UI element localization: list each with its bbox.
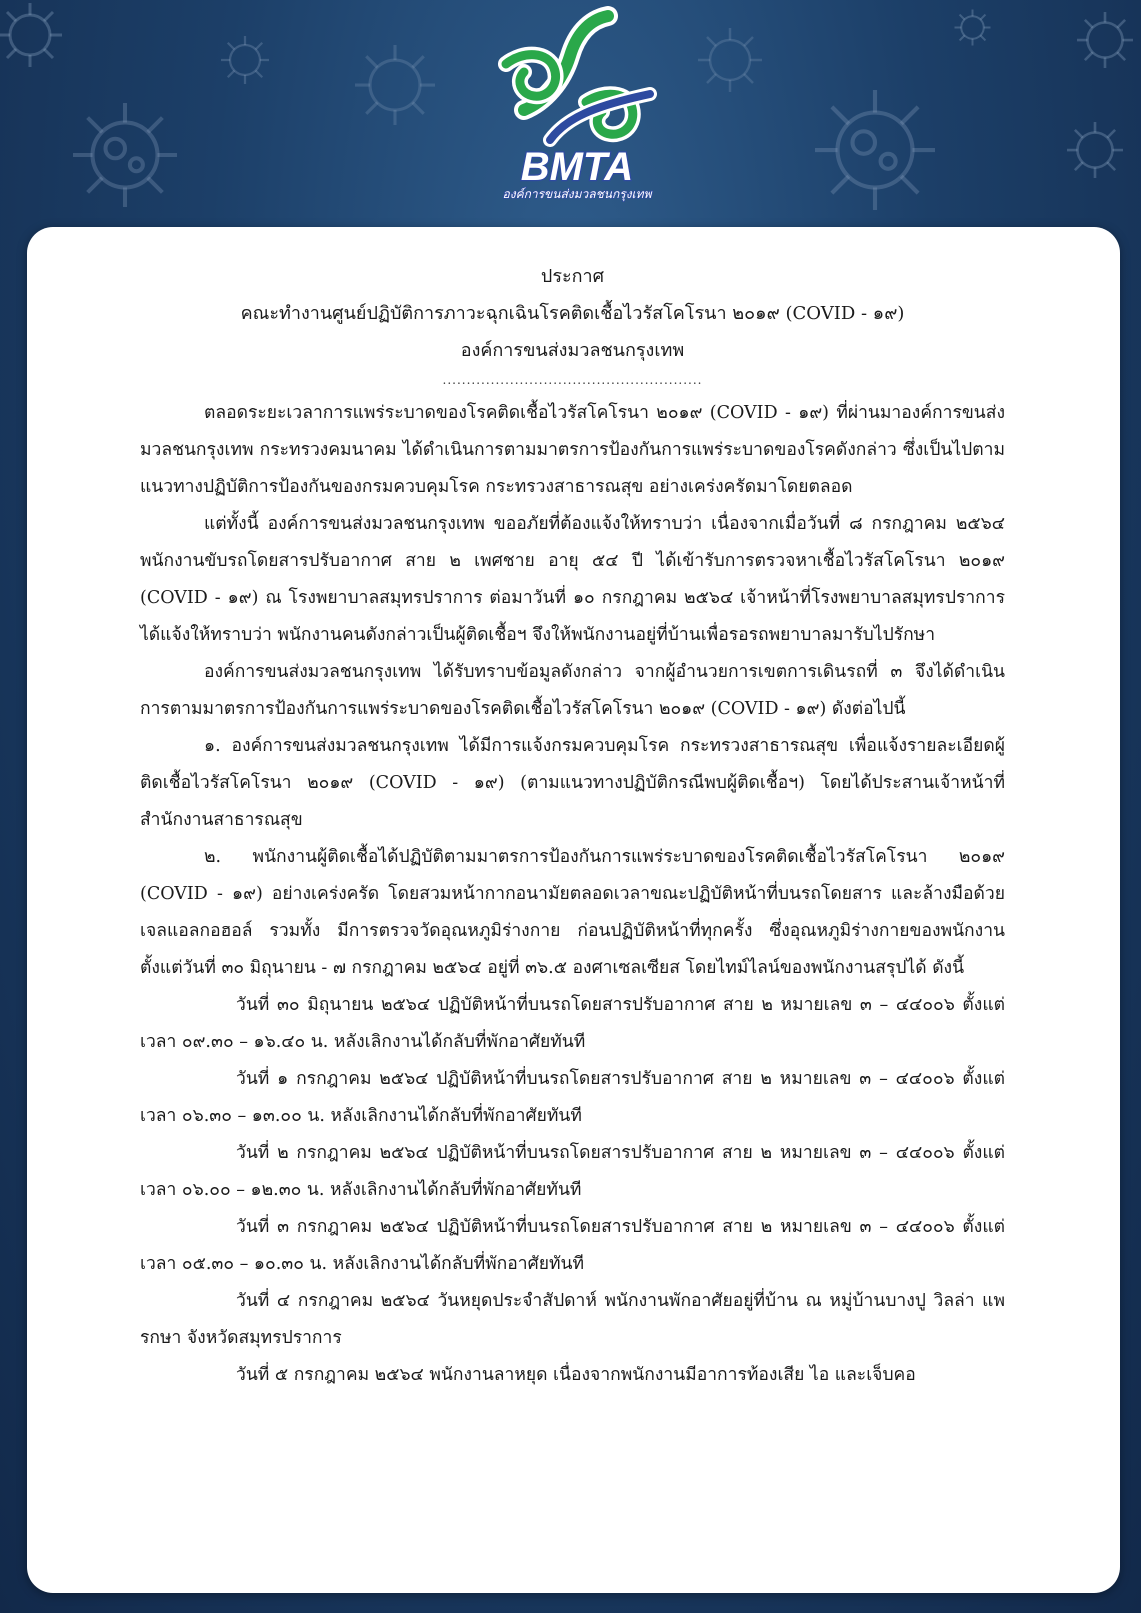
committee-name: คณะทำงานศูนย์ปฏิบัติการภาวะฉุกเฉินโรคติดเชื้อไวรัสโคโรนา ๒๐๑๙ (COVID - ๑๙) bbox=[240, 303, 905, 324]
paragraph-intro: ตลอดระยะเวลาการแพร่ระบาดของโรคติดเชื้อไวรัสโคโรนา ๒๐๑๙ (COVID - ๑๙) ที่ผ่านมาองค์การขนส่งมวลชนกรุงเทพ กระทรวงคมนาคม ได้ดำเนินการตามมาตรการป้องกันการแพร่ระบาดของโรคดังกล่าว ซึ่งเป็นไปตามแนวทางปฏิบัติการป้องกันของกรมควบคุมโรค กระทรวงสาธารณสุข อย่างเคร่งครัดมาโดยตลอด bbox=[140, 403, 1005, 497]
virus-icon bbox=[345, 35, 445, 135]
logo-subtitle: องค์การขนส่งมวลชนกรุงเทพ bbox=[502, 187, 652, 201]
bmta-logo bbox=[490, 6, 665, 206]
virus-icon bbox=[950, 5, 995, 50]
virus-icon bbox=[215, 30, 275, 90]
virus-icon bbox=[800, 75, 950, 225]
logo-wordmark: BMTA bbox=[520, 145, 634, 189]
timeline-entry: วันที่ ๕ กรกฎาคม ๒๕๖๔ พนักงานลาหยุด เนื่องจากพนักงานมีอาการท้องเสีย ไอ และเจ็บคอ bbox=[236, 1365, 916, 1385]
virus-icon bbox=[690, 20, 770, 100]
virus-icon bbox=[0, 0, 70, 75]
dotted-divider: ...................................................... bbox=[442, 373, 703, 387]
paragraph-item-1: ๑. องค์การขนส่งมวลชนกรุงเทพ ได้มีการแจ้งกรมควบคุมโรค กระทรวงสาธารณสุข เพื่อแจ้งรายละเอียดผู้ติดเชื้อไวรัสโคโรนา ๒๐๑๙ (COVID - ๑๙) (ตามแนวทางปฏิบัติกรณีพบผู้ติดเชื้อฯ) โดยได้ประสานเจ้าหน้าที่สำนักงานสาธารณสุข bbox=[140, 736, 1005, 830]
virus-icon bbox=[1070, 5, 1140, 75]
timeline-entry: วันที่ ๓ กรกฎาคม ๒๕๖๔ ปฏิบัติหน้าที่บนรถโดยสารปรับอากาศ สาย ๒ หมายเลข ๓ – ๔๔๐๐๖ ตั้งแต่เวลา ๐๕.๓๐ – ๑๐.๓๐ น. หลังเลิกงานได้กลับที่พักอาศัยทันที bbox=[140, 1217, 1005, 1274]
timeline-entry: วันที่ ๒ กรกฎาคม ๒๕๖๔ ปฏิบัติหน้าที่บนรถโดยสารปรับอากาศ สาย ๒ หมายเลข ๓ – ๔๔๐๐๖ ตั้งแต่เวลา ๐๖.๐๐ – ๑๒.๓๐ น. หลังเลิกงานได้กลับที่พักอาศัยทันที bbox=[140, 1143, 1005, 1200]
paragraph-item-2: ๒. พนักงานผู้ติดเชื้อได้ปฏิบัติตามมาตรการป้องกันการแพร่ระบาดของโรคติดเชื้อไวรัสโคโรนา ๒๐๑๙ (COVID - ๑๙) อย่างเคร่งครัด โดยสวมหน้ากากอนามัยตลอดเวลาขณะปฏิบัติหน้าที่บนรถโดยสาร และล้างมือด้วยเจลแอลกอฮอล์ รวมทั้ง มีการตรวจวัดอุณหภูมิร่างกาย ก่อนปฏิบัติหน้าที่ทุกครั้ง ซึ่งอุณหภูมิร่างกายของพนักงาน ตั้งแต่วันที่ ๓๐ มิถุนายน - ๗ กรกฎาคม ๒๕๖๔ อยู่ที่ ๓๖.๕ องศาเซลเซียส โดยไทม์ไลน์ของพนักงานสรุปได้ ดังนี้ bbox=[140, 847, 1005, 978]
timeline-entry: วันที่ ๔ กรกฎาคม ๒๕๖๔ วันหยุดประจำสัปดาห์ พนักงานพักอาศัยอยู่ที่บ้าน ณ หมู่บ้านบางปู วิลล่า แพรกษา จังหวัดสมุทรปราการ bbox=[140, 1291, 1005, 1348]
timeline-entry: วันที่ ๑ กรกฎาคม ๒๕๖๔ ปฏิบัติหน้าที่บนรถโดยสารปรับอากาศ สาย ๒ หมายเลข ๓ – ๔๔๐๐๖ ตั้งแต่เวลา ๐๖.๓๐ – ๑๓.๐๐ น. หลังเลิกงานได้กลับที่พักอาศัยทันที bbox=[140, 1069, 1005, 1126]
document-content bbox=[140, 258, 1005, 1394]
paragraph-actions: องค์การขนส่งมวลชนกรุงเทพ ได้รับทราบข้อมูลดังกล่าว จากผู้อำนวยการเขตการเดินรถที่ ๓ จึงได้ดำเนินการตามมาตรการป้องกันการแพร่ระบาดของโรคติดเชื้อไวรัสโคโรนา ๒๐๑๙ (COVID - ๑๙) ดังต่อไปนี้ bbox=[140, 662, 1005, 719]
paragraph-case-report: แต่ทั้งนี้ องค์การขนส่งมวลชนกรุงเทพ ขออภัยที่ต้องแจ้งให้ทราบว่า เนื่องจากเมื่อวันที่ ๘ กรกฎาคม ๒๕๖๔ พนักงานขับรถโดยสารปรับอากาศ สาย ๒ เพศชาย อายุ ๕๔ ปี ได้เข้ารับการตรวจหาเชื้อไวรัสโคโรนา ๒๐๑๙ (COVID - ๑๙) ณ โรงพยาบาลสมุทรปราการ ต่อมาวันที่ ๑๐ กรกฎาคม ๒๕๖๔ เจ้าหน้าที่โรงพยาบาลสมุทรปราการ ได้แจ้งให้ทราบว่า พนักงานคนดังกล่าวเป็นผู้ติดเชื้อฯ จึงให้พนักงานอยู่ที่บ้านเพื่อรอรถพยาบาลมารับไปรักษา bbox=[140, 514, 1005, 645]
announcement-title: ประกาศ bbox=[540, 266, 605, 287]
timeline-entry: วันที่ ๓๐ มิถุนายน ๒๕๖๔ ปฏิบัติหน้าที่บนรถโดยสารปรับอากาศ สาย ๒ หมายเลข ๓ – ๔๔๐๐๖ ตั้งแต่เวลา ๐๙.๓๐ – ๑๖.๔๐ น. หลังเลิกงานได้กลับที่พักอาศัยทันที bbox=[140, 995, 1005, 1052]
virus-icon bbox=[1060, 115, 1130, 185]
virus-icon bbox=[60, 90, 190, 220]
organization-name: องค์การขนส่งมวลชนกรุงเทพ bbox=[460, 340, 685, 361]
